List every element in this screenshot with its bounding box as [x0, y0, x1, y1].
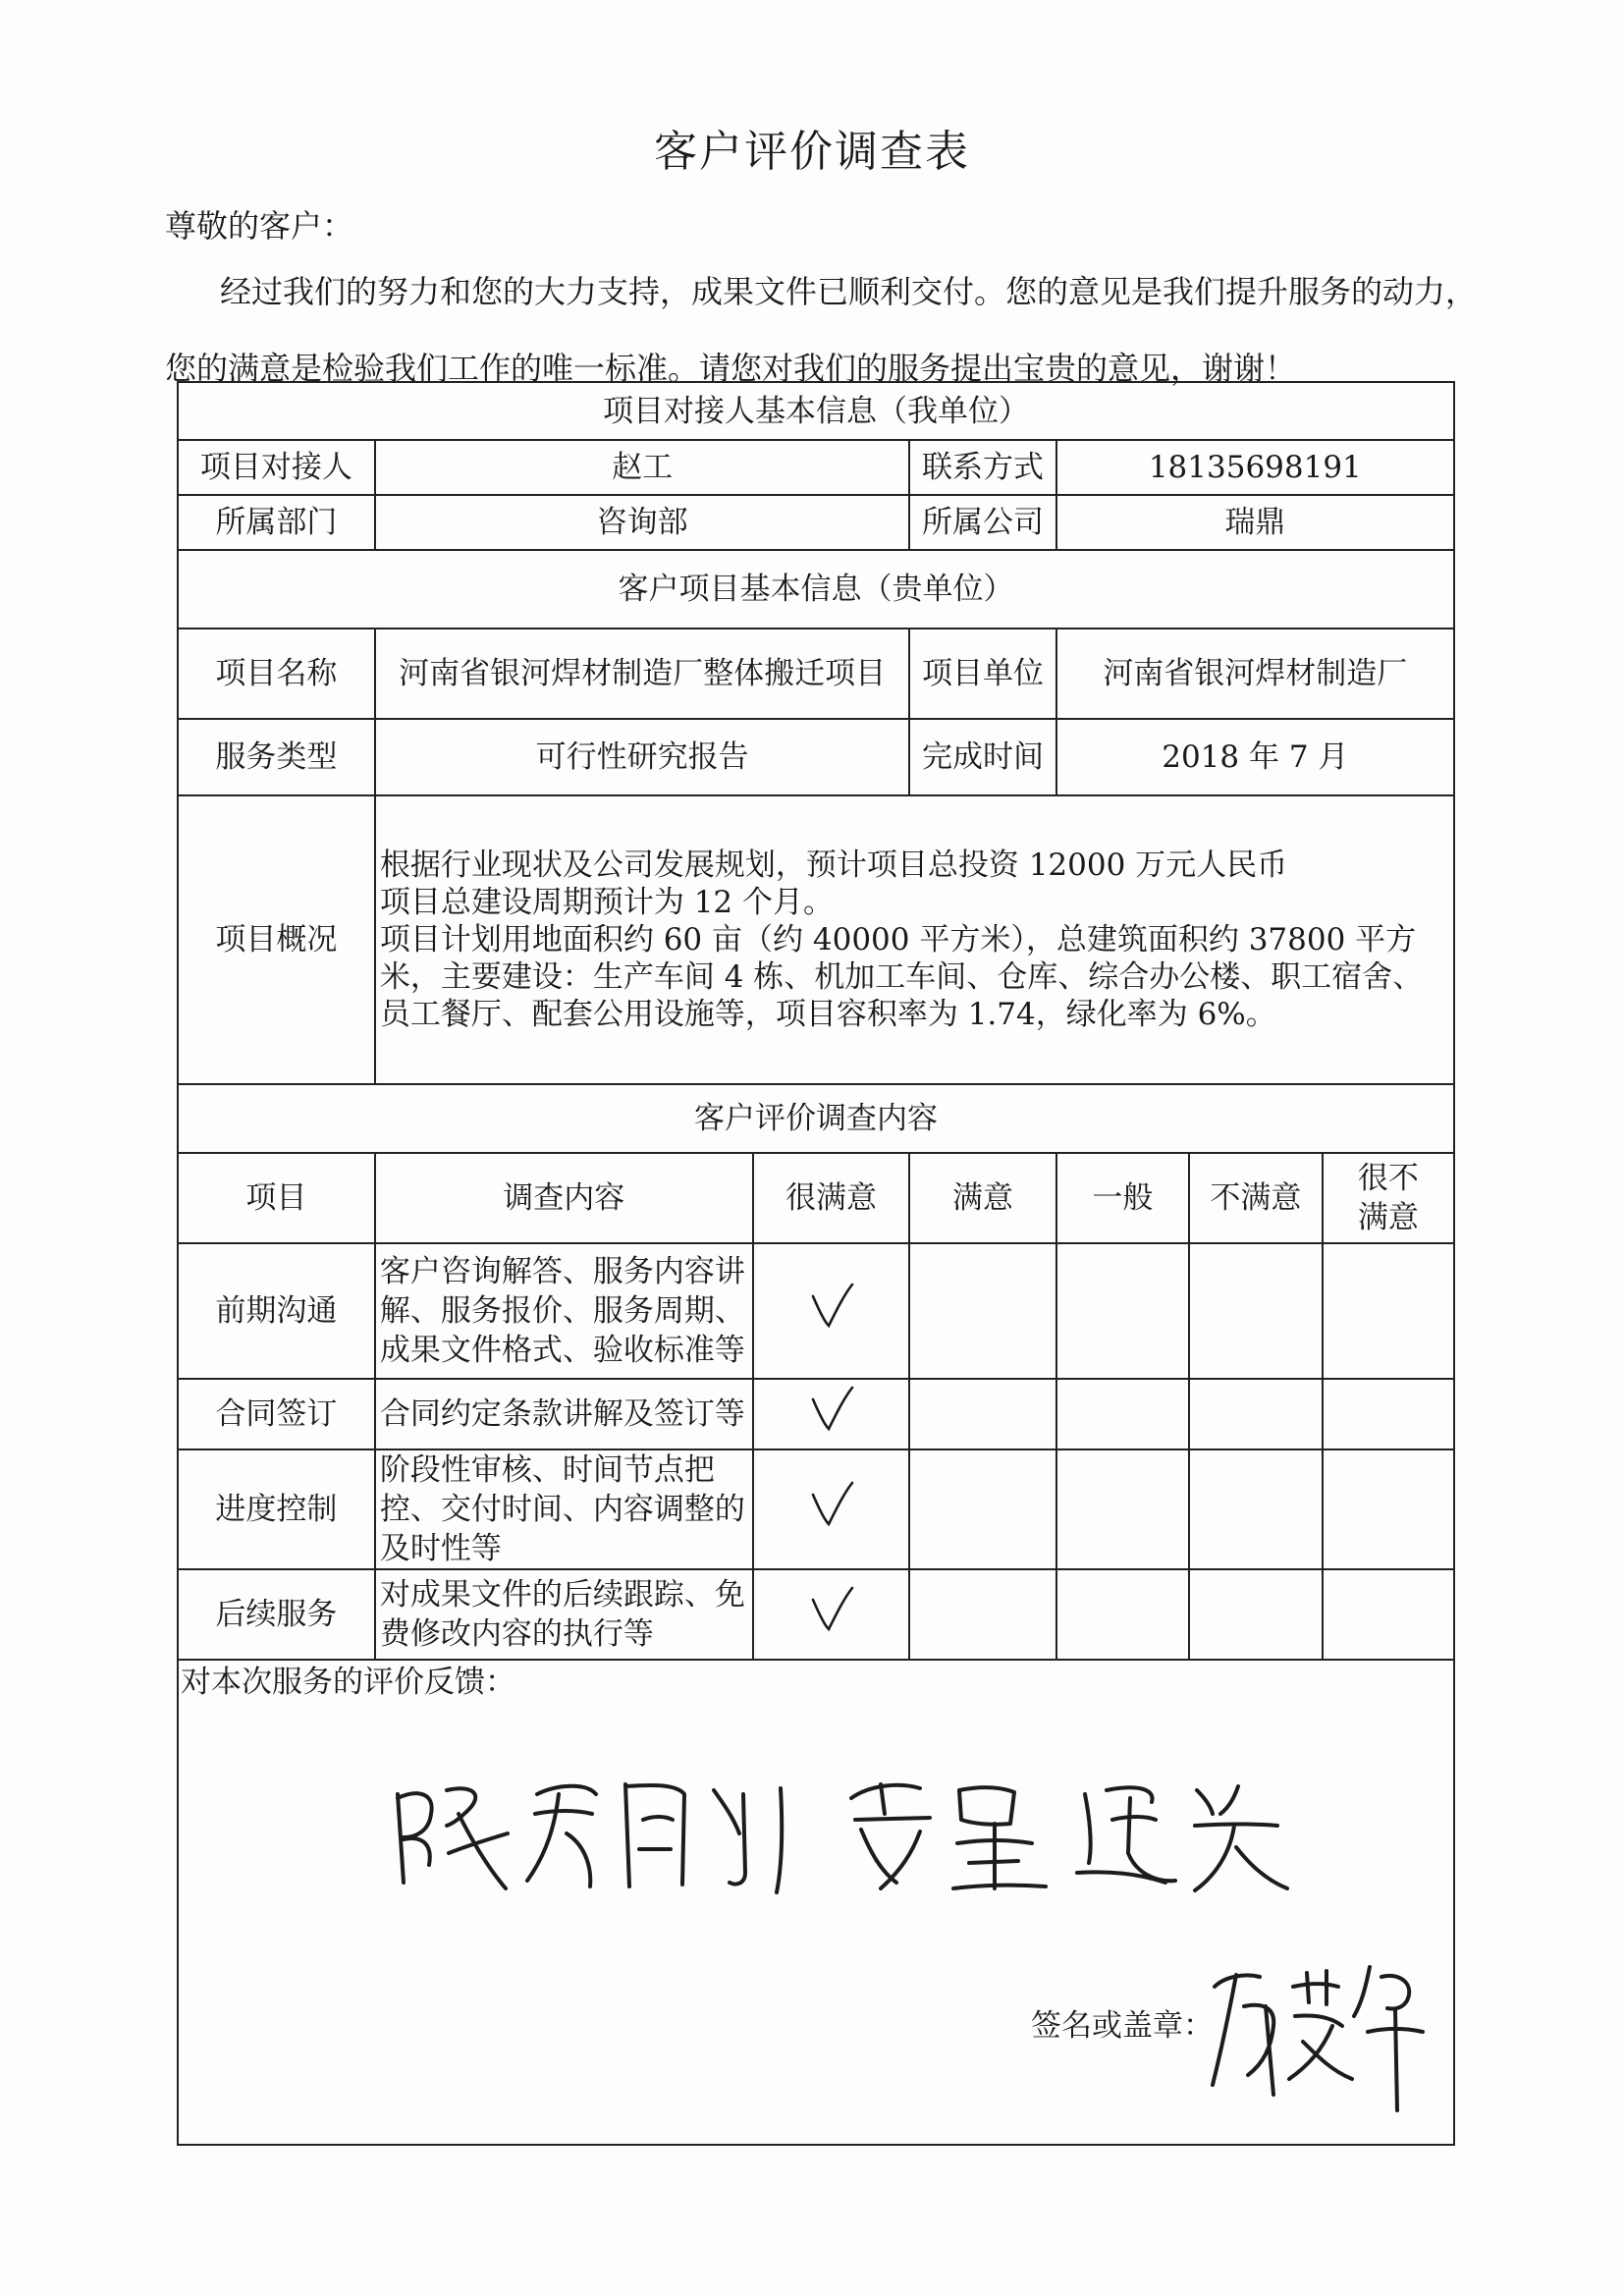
- rating-dissatisfied-cell[interactable]: [1189, 1243, 1323, 1379]
- table-row: [179, 1243, 1453, 1379]
- completion-label: 完成时间: [909, 719, 1056, 795]
- rating-average-cell[interactable]: [1056, 1379, 1190, 1449]
- survey-content: 对成果文件的后续跟踪、免费修改内容的执行等: [375, 1569, 753, 1660]
- survey-item: 进度控制: [179, 1449, 375, 1569]
- table-row: [179, 1569, 1453, 1660]
- column-header: 很满意: [753, 1153, 910, 1243]
- feedback-label: 对本次服务的评价反馈：: [181, 1665, 515, 1700]
- rating-very-satisfied-cell[interactable]: [753, 1243, 910, 1379]
- rating-satisfied-cell[interactable]: [909, 1569, 1056, 1660]
- rating-satisfied-cell[interactable]: [909, 1379, 1056, 1449]
- checkmark-icon: [801, 1277, 860, 1336]
- company-label: 所属公司: [909, 495, 1056, 550]
- greeting: 尊敬的客户：: [165, 207, 354, 245]
- page-title: 客户评价调查表: [654, 127, 970, 177]
- rating-dissatisfied-cell[interactable]: [1189, 1569, 1323, 1660]
- table-row: [179, 1379, 1453, 1449]
- handwritten-feedback: [390, 1755, 1293, 1902]
- column-header: 项目: [179, 1153, 375, 1243]
- rating-very-satisfied-cell[interactable]: [753, 1449, 910, 1569]
- rating-dissatisfied-cell[interactable]: [1189, 1379, 1323, 1449]
- company-value: 瑞鼎: [1056, 495, 1453, 550]
- column-header: 很不满意: [1323, 1153, 1453, 1243]
- checkmark-icon: [801, 1580, 860, 1639]
- service-type-value: 可行性研究报告: [375, 719, 909, 795]
- signature-label: 签名或盖章：: [1031, 2008, 1214, 2044]
- department-label: 所属部门: [179, 495, 375, 550]
- rating-average-cell[interactable]: [1056, 1569, 1190, 1660]
- table-row: [179, 1449, 1453, 1569]
- project-name-value: 河南省银河焊材制造厂整体搬迁项目: [375, 629, 909, 719]
- column-header: 满意: [909, 1153, 1056, 1243]
- intro-paragraph: 经过我们的努力和您的大力支持，成果文件已顺利交付。您的意见是我们提升服务的动力，您的满意是检验我们工作的唯一标准。请您对我们的服务提出宝贵的意见，谢谢！: [165, 273, 1478, 387]
- contact-person-value: 赵工: [375, 440, 909, 495]
- rating-satisfied-cell[interactable]: [909, 1449, 1056, 1569]
- overview-content: [375, 795, 1453, 1084]
- rating-very-dissatisfied-cell[interactable]: [1323, 1569, 1453, 1660]
- overview-line: 项目总建设周期预计为 12 个月。: [379, 885, 835, 920]
- overview-line: 项目计划用地面积约 60 亩（约 40000 平方米），总建筑面积约 37800 平方米，主要建设：生产车间 4 栋、机加工车间、仓库、综合办公楼、职工宿舍、员工餐厅、配套公用设施等，项目容积率为 1.74，绿化率为 6%。: [379, 922, 1424, 1032]
- survey-content: 客户咨询解答、服务内容讲解、服务报价、服务周期、成果文件格式、验收标准等: [375, 1243, 753, 1379]
- department-value: 咨询部: [375, 495, 909, 550]
- service-type-label: 服务类型: [179, 719, 375, 795]
- survey-item: 后续服务: [179, 1569, 375, 1660]
- rating-very-satisfied-cell[interactable]: [753, 1569, 910, 1660]
- survey-item: 前期沟通: [179, 1243, 375, 1379]
- rating-dissatisfied-cell[interactable]: [1189, 1449, 1323, 1569]
- survey-form: [177, 381, 1455, 2146]
- handwritten-signature: [1205, 1947, 1431, 2114]
- survey-content: 合同约定条款讲解及签订等: [375, 1379, 753, 1449]
- rating-very-dissatisfied-cell[interactable]: [1323, 1243, 1453, 1379]
- project-name-label: 项目名称: [179, 629, 375, 719]
- column-header: 不满意: [1189, 1153, 1323, 1243]
- column-header: 一般: [1056, 1153, 1190, 1243]
- project-unit-value: 河南省银河焊材制造厂: [1056, 629, 1453, 719]
- checkmark-icon: [801, 1475, 860, 1534]
- contact-method-label: 联系方式: [909, 440, 1056, 495]
- column-header: 调查内容: [375, 1153, 753, 1243]
- checkmark-icon: [801, 1380, 860, 1439]
- survey-section-heading: 客户评价调查内容: [179, 1084, 1453, 1153]
- rating-very-satisfied-cell[interactable]: [753, 1379, 910, 1449]
- overview-label: 项目概况: [179, 795, 375, 1084]
- project-unit-label: 项目单位: [909, 629, 1056, 719]
- contact-person-label: 项目对接人: [179, 440, 375, 495]
- contact-method-value: 18135698191: [1056, 440, 1453, 495]
- rating-average-cell[interactable]: [1056, 1449, 1190, 1569]
- completion-value: 2018 年 7 月: [1056, 719, 1453, 795]
- survey-item: 合同签订: [179, 1379, 375, 1449]
- rating-very-dissatisfied-cell[interactable]: [1323, 1379, 1453, 1449]
- rating-average-cell[interactable]: [1056, 1243, 1190, 1379]
- contact-section-heading: 项目对接人基本信息（我单位）: [179, 383, 1453, 440]
- rating-satisfied-cell[interactable]: [909, 1243, 1056, 1379]
- project-section-heading: 客户项目基本信息（贵单位）: [179, 550, 1453, 629]
- survey-content: 阶段性审核、时间节点把控、交付时间、内容调整的及时性等: [375, 1449, 753, 1569]
- feedback-area[interactable]: [179, 1660, 1453, 2144]
- overview-line: 根据行业现状及公司发展规划，预计项目总投资 12000 万元人民币: [379, 847, 1288, 883]
- rating-very-dissatisfied-cell[interactable]: [1323, 1449, 1453, 1569]
